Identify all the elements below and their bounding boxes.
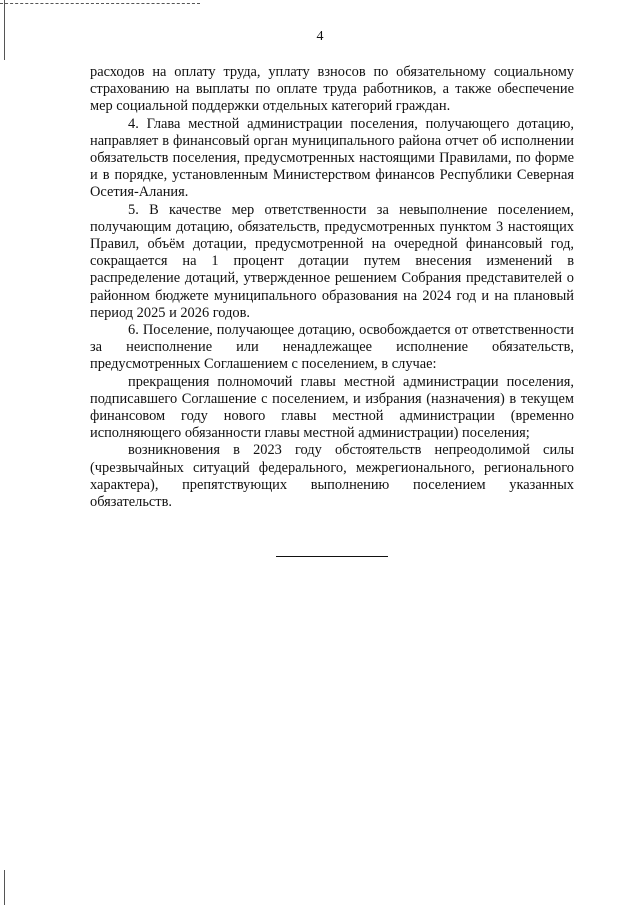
paragraph-item-6: 6. Поселение, получающее дотацию, освобождается от ответственности за неисполнение или ненадлежащее исполнение обязательств, предусмотренных Соглашением с поселением, в случае: [90, 322, 574, 373]
page-number: 4 [316, 29, 324, 44]
paragraph-case-2: возникновения в 2023 году обстоятельств непреодолимой силы (чрезвычайных ситуаций федерального, межрегионального, регионального характера), препятствующих выполнению поселением указанных обязательств. [90, 442, 574, 511]
paragraph-item-5: 5. В качестве мер ответственности за невыполнение поселением, получающим дотацию, обязательств, предусмотренных пунктом 3 настоящих Правил, объём дотации, предусмотренной на очередной финансовый год, сокращается на 1 процент дотации путем внесения изменений в распределение дотаций, утвержденное решением Собрания представителей о районном бюджете муниципального образования на 2024 год и на плановый период 2025 и 2026 годов. [90, 201, 574, 321]
scan-edge-bottom-left [4, 870, 5, 905]
document-body [90, 64, 574, 511]
paragraph-continuation: расходов на оплату труда, уплату взносов по обязательному социальному страхованию на выплаты по оплате труда работников, а также обеспечение мер социальной поддержки отдельных категорий граждан. [90, 64, 574, 115]
scan-edge-top [0, 3, 200, 4]
paragraph-case-1: прекращения полномочий главы местной администрации поселения, подписавшего Соглашение с поселением, и избрания (назначения) в текущем финансовом году нового главы местной администрации (временно исполняющего обязанности главы местной администрации) поселения; [90, 373, 574, 442]
end-of-document-rule [276, 556, 388, 557]
paragraph-item-4: 4. Глава местной администрации поселения, получающего дотацию, направляет в финансовый орган муниципального района отчет об исполнении обязательств поселения, предусмотренных настоящими Правилами, по форме и в порядке, установленным Министерством финансов Республики Северная Осетия-Алания. [90, 115, 574, 201]
